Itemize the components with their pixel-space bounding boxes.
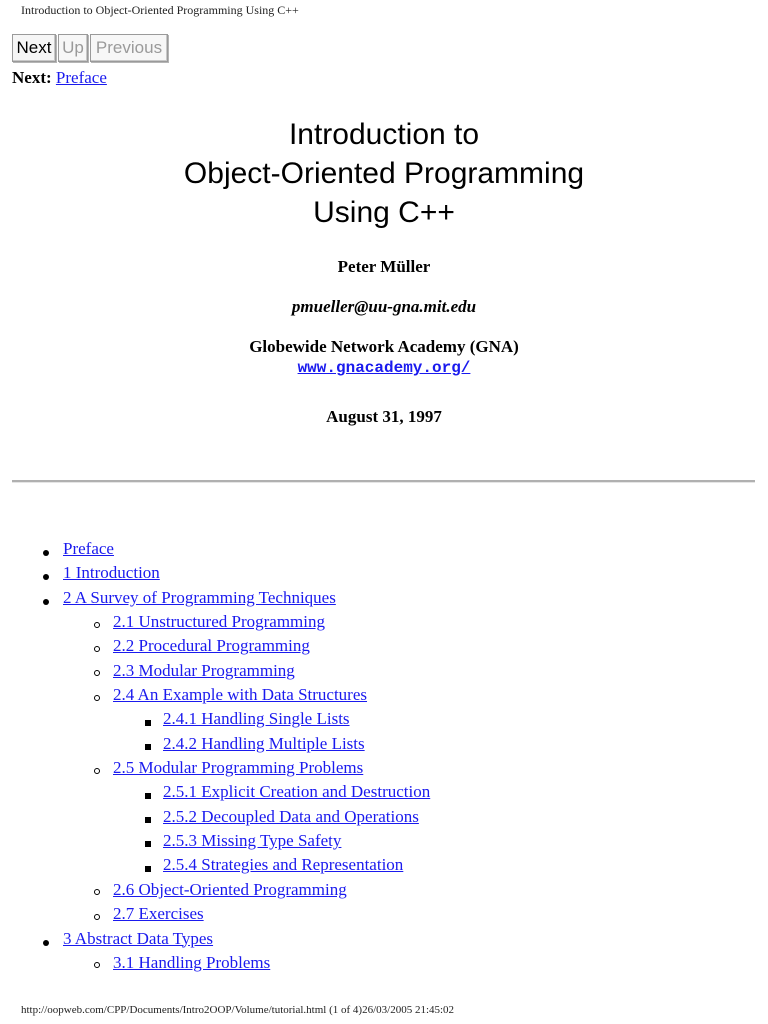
horizontal-divider [12, 480, 755, 483]
circle-bullet-icon [91, 635, 103, 657]
previous-button[interactable]: Previous [90, 34, 168, 62]
toc-link[interactable]: 2.7 Exercises [113, 904, 204, 924]
toc-link[interactable]: 2.2 Procedural Programming [113, 636, 310, 656]
bullet-mark [145, 720, 151, 726]
toc-item [0, 562, 768, 586]
bullet-mark [94, 670, 100, 676]
print-header-title: Introduction to Object-Oriented Programming Using C++ [21, 3, 299, 17]
toc-item [0, 708, 768, 732]
toc-item [0, 903, 768, 927]
bullet-mark [94, 646, 100, 652]
bullet-mark [145, 793, 151, 799]
bullet-mark [94, 622, 100, 628]
circle-bullet-icon [91, 611, 103, 633]
toc-link[interactable]: 2.1 Unstructured Programming [113, 612, 325, 632]
up-button[interactable]: Up [58, 34, 88, 62]
toc-link[interactable]: 3.1 Handling Problems [113, 952, 271, 972]
next-button[interactable]: Next [12, 34, 56, 62]
circle-bullet-icon [91, 660, 103, 682]
toc-item [0, 587, 768, 611]
toc-item [0, 879, 768, 903]
bullet-mark [43, 599, 49, 605]
toc-item [0, 660, 768, 684]
disc-bullet-icon [40, 928, 52, 950]
toc-item [0, 757, 768, 781]
navigation-bar [12, 34, 168, 62]
toc-item [0, 781, 768, 805]
bullet-mark [145, 841, 151, 847]
table-of-contents [0, 538, 768, 976]
title-line-2: Object-Oriented Programming [183, 157, 585, 190]
next-navigation-line [12, 68, 107, 88]
bullet-mark [94, 695, 100, 701]
bullet-mark [43, 574, 49, 580]
print-footer-source: http://oopweb.com/CPP/Documents/Intro2OOP/Volume/tutorial.html (1 of 4)26/03/2005 21:45:02 [21, 1004, 455, 1016]
toc-link[interactable]: 2.4 An Example with Data Structures [113, 685, 368, 705]
publication-date: August 31, 1997 [326, 407, 442, 426]
square-bullet-icon [142, 781, 154, 803]
circle-bullet-icon [91, 879, 103, 901]
page-title [0, 115, 768, 232]
title-line-1: Introduction to [288, 118, 480, 151]
disc-bullet-icon [40, 587, 52, 609]
circle-bullet-icon [91, 952, 103, 974]
square-bullet-icon [142, 806, 154, 828]
toc-link[interactable]: 2.5.2 Decoupled Data and Operations [163, 806, 419, 826]
author-name: Peter Müller [337, 257, 431, 276]
next-link-preface[interactable]: Preface [55, 68, 107, 87]
bullet-mark [43, 550, 49, 556]
toc-item [0, 635, 768, 659]
toc-item [0, 684, 768, 708]
toc-link[interactable]: 2.5.4 Strategies and Representation [163, 855, 404, 875]
toc-link[interactable]: 3 Abstract Data Types [63, 928, 214, 948]
toc-item [0, 830, 768, 854]
toc-item [0, 733, 768, 757]
toc-item [0, 928, 768, 952]
disc-bullet-icon [40, 538, 52, 560]
bullet-mark [94, 768, 100, 774]
toc-link[interactable]: 2.5 Modular Programming Problems [113, 758, 364, 778]
toc-link[interactable]: 2.5.3 Missing Type Safety [163, 831, 342, 851]
toc-link[interactable]: 1 Introduction [63, 563, 160, 583]
toc-link[interactable]: 2 A Survey of Programming Techniques [63, 587, 336, 607]
toc-link[interactable]: 2.4.2 Handling Multiple Lists [163, 733, 365, 753]
bullet-mark [94, 889, 100, 895]
toc-item [0, 854, 768, 878]
disc-bullet-icon [40, 562, 52, 584]
bullet-mark [145, 817, 151, 823]
bullet-mark [43, 940, 49, 946]
square-bullet-icon [142, 708, 154, 730]
bullet-mark [94, 914, 100, 920]
circle-bullet-icon [91, 757, 103, 779]
organization-name: Globewide Network Academy (GNA) [249, 337, 519, 356]
toc-item [0, 538, 768, 562]
toc-link[interactable]: 2.6 Object-Oriented Programming [113, 879, 347, 899]
website-line [0, 359, 768, 377]
bullet-mark [145, 866, 151, 872]
circle-bullet-icon [91, 684, 103, 706]
bullet-mark [94, 962, 100, 968]
toc-item [0, 806, 768, 830]
author-email: pmueller@uu-gna.mit.edu [291, 297, 477, 316]
toc-link[interactable]: 2.5.1 Explicit Creation and Destruction [163, 782, 431, 802]
next-prefix: Next: [12, 68, 52, 87]
toc-link[interactable]: 2.3 Modular Programming [113, 660, 295, 680]
toc-item [0, 952, 768, 976]
square-bullet-icon [142, 854, 154, 876]
circle-bullet-icon [91, 903, 103, 925]
toc-link[interactable]: 2.4.1 Handling Single Lists [163, 709, 350, 729]
square-bullet-icon [142, 733, 154, 755]
title-line-3: Using C++ [313, 196, 455, 229]
toc-link[interactable]: Preface [63, 539, 114, 558]
square-bullet-icon [142, 830, 154, 852]
bullet-mark [145, 744, 151, 750]
toc-item [0, 611, 768, 635]
website-link[interactable]: www.gnacademy.org/ [297, 359, 471, 377]
